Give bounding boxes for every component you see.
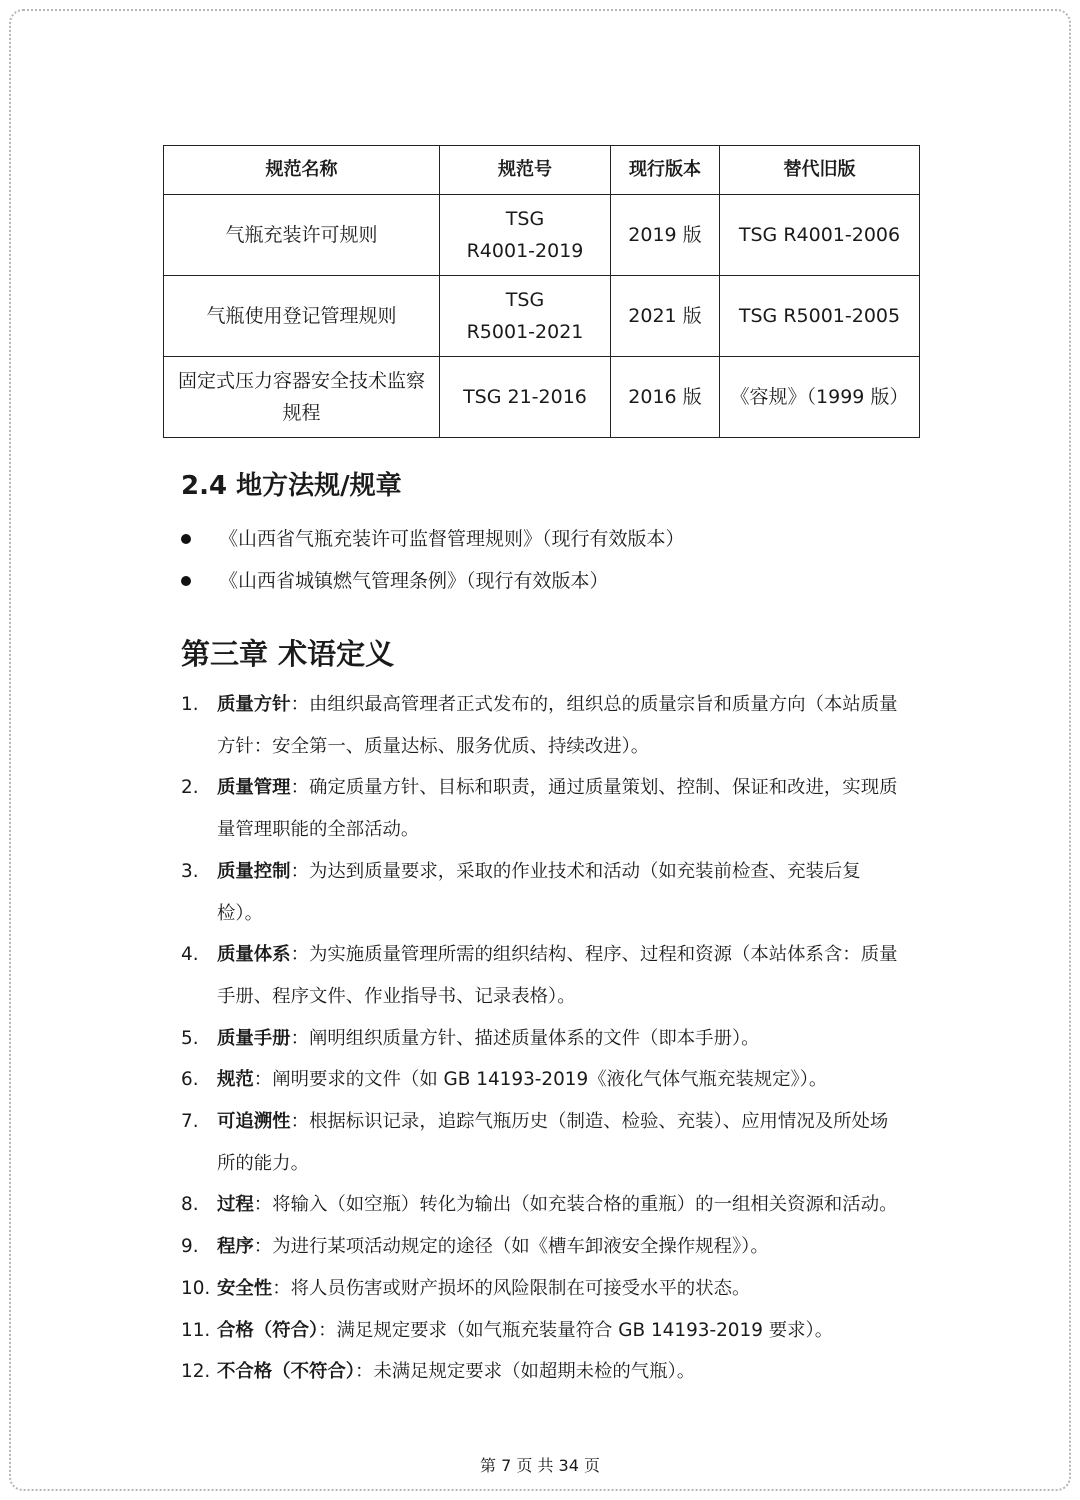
cell-code bbox=[440, 195, 611, 276]
definition-term: 质量体系 bbox=[217, 944, 291, 966]
definition-term: 质量方针 bbox=[217, 694, 291, 715]
definition-number: 3. bbox=[181, 860, 199, 882]
definition-number: 5. bbox=[181, 1027, 199, 1049]
definition-text: ：由组织最高管理者正式发布的，组织总的质量宗旨和质量方向（本站质量方针：安全第一、质量达标、服务优质、持续改进）。 bbox=[217, 694, 898, 757]
cell-version: 2016 版 bbox=[611, 357, 720, 438]
cell-name bbox=[164, 357, 440, 438]
definition-number: 12. bbox=[181, 1361, 211, 1383]
cell-name-line: 气瓶使用登记管理规则 bbox=[206, 305, 397, 327]
definition-item bbox=[181, 684, 905, 767]
definition-item bbox=[181, 1351, 905, 1393]
table-row bbox=[164, 195, 920, 276]
cell-code-line: R4001-2019 bbox=[466, 240, 584, 262]
cell-code-line: TSG bbox=[505, 208, 545, 230]
definition-number: 7. bbox=[181, 1111, 199, 1133]
definition-text: ：将人员伤害或财产损坏的风险限制在可接受水平的状态。 bbox=[272, 1277, 751, 1299]
cell-name-line: 规程 bbox=[282, 402, 321, 424]
definition-term: 安全性 bbox=[217, 1277, 273, 1299]
definition-text: ：未满足规定要求（如超期未检的气瓶）。 bbox=[354, 1361, 696, 1383]
definition-list bbox=[181, 684, 905, 1393]
bullet-icon bbox=[181, 534, 191, 544]
cell-version: 2019 版 bbox=[611, 195, 720, 276]
definition-text: ：满足规定要求（如气瓶充装量符合 GB 14193-2019 要求）。 bbox=[318, 1319, 834, 1341]
list-item-text: 《山西省气瓶充装许可监督管理规则》（现行有效版本） bbox=[219, 528, 685, 550]
cell-name-line: 气瓶充装许可规则 bbox=[225, 224, 378, 246]
cell-version: 2021 版 bbox=[611, 276, 720, 357]
bullet-icon bbox=[181, 576, 191, 586]
definition-text: ：为达到质量要求，采取的作业技术和活动（如充装前检查、充装后复检）。 bbox=[217, 860, 861, 924]
definition-text: ：阐明要求的文件（如 GB 14193-2019《液化气体气瓶充装规定》）。 bbox=[253, 1069, 828, 1091]
definition-text: ：确定质量方针、目标和职责，通过质量策划、控制、保证和改进，实现质量管理职能的全部活动。 bbox=[217, 777, 898, 841]
definition-item bbox=[181, 767, 905, 850]
definition-item bbox=[181, 1184, 905, 1226]
cell-code bbox=[440, 276, 611, 357]
definition-item bbox=[181, 1226, 905, 1268]
definition-term: 质量管理 bbox=[217, 777, 291, 799]
standards-table bbox=[163, 145, 920, 438]
definition-item bbox=[181, 1059, 905, 1101]
definition-text: ：为进行某项活动规定的途径（如《槽车卸液安全操作规程》）。 bbox=[253, 1236, 769, 1258]
table-row bbox=[164, 276, 920, 357]
definition-item bbox=[181, 1018, 905, 1060]
cell-code-line: TSG bbox=[505, 289, 545, 311]
cell-replaces: TSG R4001-2006 bbox=[720, 195, 920, 276]
cell-replaces: 《容规》（1999 版） bbox=[720, 357, 920, 438]
definition-term: 规范 bbox=[217, 1069, 254, 1091]
cell-code-line: R5001-2021 bbox=[466, 321, 584, 343]
page-footer: 第 7 页 共 34 页 bbox=[480, 1456, 600, 1475]
list-item bbox=[181, 560, 685, 602]
cell-name bbox=[164, 276, 440, 357]
header-replaces: 替代旧版 bbox=[720, 146, 920, 195]
definition-term: 不合格（不符合） bbox=[217, 1361, 355, 1383]
definition-number: 9. bbox=[181, 1236, 199, 1258]
regulation-list bbox=[181, 518, 685, 602]
cell-name bbox=[164, 195, 440, 276]
definition-number: 11. bbox=[181, 1319, 211, 1341]
definition-term: 质量控制 bbox=[217, 860, 291, 882]
definition-term: 程序 bbox=[217, 1236, 254, 1258]
definition-item bbox=[181, 851, 905, 934]
definition-item bbox=[181, 1310, 905, 1352]
definition-number: 1. bbox=[181, 694, 199, 715]
definition-term: 可追溯性 bbox=[217, 1111, 291, 1133]
definition-number: 10. bbox=[181, 1277, 211, 1299]
definition-text: ：为实施质量管理所需的组织结构、程序、过程和资源（本站体系含：质量手册、程序文件、作业指导书、记录表格）。 bbox=[217, 944, 898, 1007]
definition-text: ：阐明组织质量方针、描述质量体系的文件（即本手册）。 bbox=[290, 1027, 760, 1049]
list-item-text: 《山西省城镇燃气管理条例》（现行有效版本） bbox=[219, 570, 609, 592]
section-heading: 2.4 地方法规/规章 bbox=[181, 471, 402, 501]
definition-number: 4. bbox=[181, 944, 199, 966]
definition-text: ：将输入（如空瓶）转化为输出（如充装合格的重瓶）的一组相关资源和活动。 bbox=[253, 1194, 898, 1216]
definition-term: 质量手册 bbox=[217, 1027, 291, 1049]
table-row bbox=[164, 357, 920, 438]
definition-number: 6. bbox=[181, 1069, 199, 1091]
definition-term: 合格（符合） bbox=[217, 1319, 319, 1341]
definition-term: 过程 bbox=[217, 1194, 254, 1216]
table-header-row bbox=[164, 146, 920, 195]
definition-item bbox=[181, 1268, 905, 1310]
definition-number: 2. bbox=[181, 777, 199, 799]
cell-code bbox=[440, 357, 611, 438]
cell-name-line: 固定式压力容器安全技术监察 bbox=[177, 370, 425, 392]
cell-code-line: TSG 21-2016 bbox=[463, 386, 587, 408]
definition-text: ：根据标识记录，追踪气瓶历史（制造、检验、充装）、应用情况及所处场所的能力。 bbox=[217, 1111, 889, 1174]
definition-item bbox=[181, 934, 905, 1017]
header-name: 规范名称 bbox=[164, 146, 440, 195]
chapter-heading: 第三章 术语定义 bbox=[181, 637, 395, 671]
list-item bbox=[181, 518, 685, 560]
definition-item bbox=[181, 1101, 905, 1184]
cell-replaces: TSG R5001-2005 bbox=[720, 276, 920, 357]
definition-number: 8. bbox=[181, 1194, 199, 1216]
header-code: 规范号 bbox=[440, 146, 611, 195]
header-version: 现行版本 bbox=[611, 146, 720, 195]
